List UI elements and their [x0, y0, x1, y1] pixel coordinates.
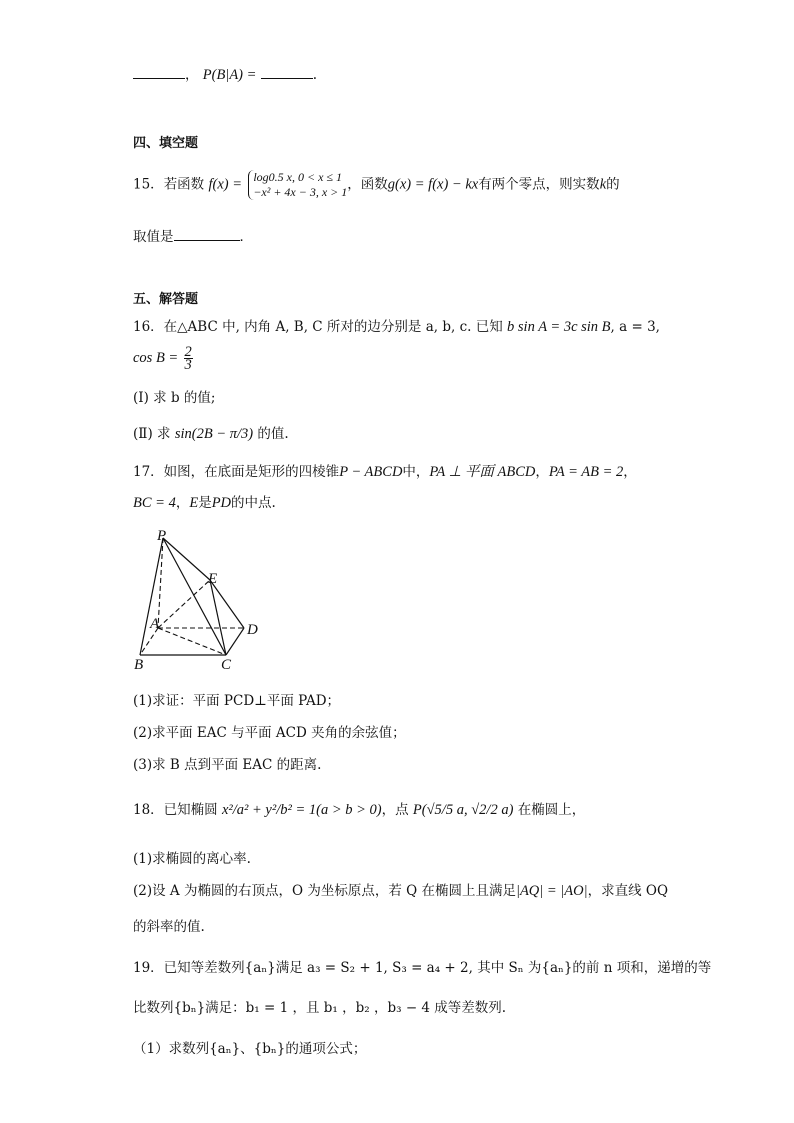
- question-18-part2: [133, 882, 668, 900]
- q15-text: 取值是: [133, 229, 174, 245]
- q18-text: ，点: [381, 802, 409, 818]
- pyramid-figure: [130, 528, 270, 673]
- answer-blank: [174, 226, 240, 241]
- q15-text: ，函数: [347, 176, 388, 193]
- question-16-line1: [133, 318, 660, 336]
- ellipse-equation: x²/a² + y²/b² = 1(a > b > 0): [221, 802, 382, 818]
- q18-text: (2)设 A 为椭圆的右顶点，O 为坐标原点，若 Q 在椭圆上且满足: [133, 883, 516, 899]
- function-g: g(x) = f(x) − kx: [387, 176, 479, 193]
- answer-blank: [261, 64, 313, 79]
- question-18-part1: (1)求椭圆的离心率.: [133, 851, 251, 867]
- q17-text: ，: [175, 495, 190, 511]
- question-17-part3: (3)求 B 点到平面 EAC 的距离.: [133, 757, 322, 773]
- previous-question-tail: [133, 64, 317, 84]
- label-a: A: [150, 616, 160, 632]
- piecewise-case-2: −x² + 4x − 3, x > 1: [253, 185, 348, 199]
- question-15-line2: [133, 226, 253, 246]
- question-15-line1: [133, 170, 620, 200]
- length-bc: BC = 4: [133, 495, 176, 511]
- question-16-part2: [133, 425, 289, 443]
- fraction: [184, 346, 193, 371]
- section-title-solutions: 五、解答题: [133, 292, 199, 307]
- label-d: D: [247, 622, 258, 638]
- answer-blank: [133, 64, 185, 79]
- question-16-part1: (Ⅰ) 求 b 的值;: [133, 390, 216, 406]
- period: ．: [239, 229, 253, 245]
- question-17-part2: (2)求平面 EAC 与平面 ACD 夹角的余弦值；: [133, 725, 406, 741]
- cosine-expr: cos B =: [133, 350, 179, 366]
- question-18-part2-cont: 的斜率的值.: [133, 919, 205, 935]
- point-p: P(√5/5 a, √2/2 a): [412, 802, 514, 818]
- length-condition: PA = AB = 2: [548, 464, 624, 480]
- sine-expr: sin(2B − π/3): [174, 426, 254, 442]
- section-title-fill-in: 四、填空题: [133, 136, 199, 151]
- q17-text: 17．如图，在底面是矩形的四棱锥: [133, 464, 340, 480]
- q16-text: 16．在△ABC 中, 内角 A, B, C 所对的边分别是 a, b, c. 已知: [133, 319, 503, 335]
- question-19-part1: （1）求数列{aₙ}、{bₙ}的通项公式；: [133, 1041, 367, 1057]
- q15-text: 若函数: [163, 176, 205, 193]
- edge-pe: [163, 538, 210, 580]
- pyramid-name: P − ABCD: [339, 464, 403, 480]
- segment-pd: PD: [211, 495, 232, 511]
- point-e: E: [189, 495, 199, 511]
- function-f: f(x) =: [208, 176, 243, 193]
- variable-k: k: [599, 176, 607, 193]
- q18-text: 在椭圆上，: [517, 802, 586, 818]
- perpendicular-condition: PA ⊥ 平面 ABCD: [429, 464, 536, 480]
- piecewise-case-1: log0.5 x, 0 < x ≤ 1: [253, 170, 342, 184]
- q17-text: 的中点.: [231, 495, 276, 511]
- question-number: 15．: [133, 176, 164, 193]
- question-17-part1: (1)求证：平面 PCD⊥平面 PAD；: [133, 693, 341, 709]
- comma: ，: [185, 67, 199, 83]
- q18-text: ，求直线 OQ: [587, 883, 669, 899]
- q17-text: ，: [535, 464, 549, 480]
- label-b: B: [134, 657, 144, 673]
- question-17-line1: [133, 463, 637, 481]
- question-19-line1: 19．已知等差数列{aₙ}满足 a₃ = S₂ + 1, S₃ = a₄ + 2, 其中 Sₙ 为{aₙ}的前 n 项和，递增的等: [133, 960, 712, 976]
- q16-text: 的值.: [257, 426, 289, 442]
- question-18-line1: [133, 801, 585, 819]
- distance-condition: |AQ| = |AO|: [515, 883, 588, 899]
- question-19-line2: 比数列{bₙ}满足：b₁ = 1 ，且 b₁ ，b₂ ，b₃ − 4 成等差数列.: [133, 1000, 507, 1016]
- question-17-line2: [133, 494, 276, 512]
- conditional-probability-expr: P(B|A) =: [202, 67, 257, 83]
- edge-cd: [226, 628, 244, 655]
- q15-text: 有两个零点，则实数: [478, 176, 600, 193]
- q17-text: 是: [198, 495, 212, 511]
- period: .: [312, 67, 318, 83]
- edge-pc: [163, 538, 226, 655]
- label-p: P: [157, 528, 167, 544]
- q16-text: (Ⅱ) 求: [133, 426, 171, 442]
- q18-text: 18．已知椭圆: [133, 802, 218, 818]
- label-e: E: [208, 571, 218, 587]
- q16-equation: b sin A = 3c sin B: [507, 319, 611, 335]
- denominator: 3: [184, 357, 192, 373]
- q16-text: , a = 3,: [610, 319, 660, 335]
- label-c: C: [221, 657, 232, 673]
- q15-text: 的: [606, 176, 620, 193]
- edge-ae: [158, 580, 210, 628]
- edge-ac: [158, 628, 226, 655]
- q17-text: 中，: [402, 464, 430, 480]
- q17-text: ，: [623, 464, 637, 480]
- numerator: 2: [184, 344, 192, 360]
- piecewise-function: [248, 170, 347, 200]
- question-16-line2: [133, 346, 194, 371]
